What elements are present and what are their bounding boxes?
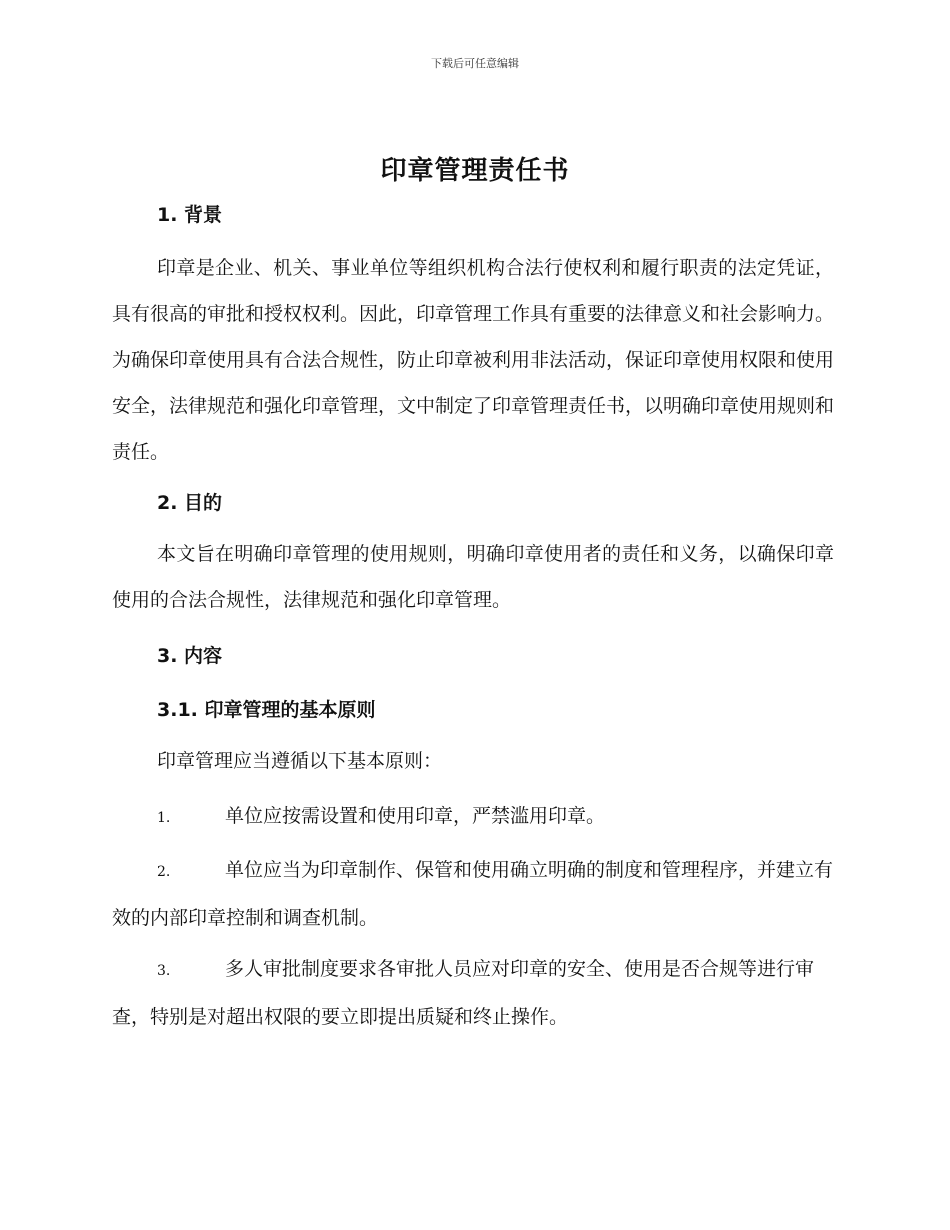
principles-intro: 印章管理应当遵循以下基本原则： — [157, 750, 443, 772]
page-header: 下载后可任意编辑 — [431, 57, 519, 70]
section-heading-content: 3. 内容 — [157, 645, 223, 667]
list-item-number: 2. — [157, 864, 171, 880]
background-paragraph: 印章是企业、机关、事业单位等组织机构合法行使权利和履行职责的法定凭证，具有很高的审批和授权权利。因此，印章管理工作具有重要的法律意义和社会影响力。为确保印章使用具有合法合规性，防止印章被利用非法活动，保证印章使用权限和使用安全，法律规范和强化印章管理，文中制定了印章管理责任书，以明确印章使用规则和责任。 — [112, 257, 835, 463]
list-item — [112, 946, 834, 1040]
list-item-text: 单位应按需设置和使用印章，严禁滥用印章。 — [225, 805, 606, 827]
section-heading-purpose: 2. 目的 — [157, 492, 223, 514]
list-item-text: 单位应当为印章制作、保管和使用确立明确的制度和管理程序，并建立有效的内部印章控制和调查机制。 — [112, 859, 834, 929]
section-heading-background: 1. 背景 — [157, 204, 223, 226]
list-item — [112, 847, 834, 941]
subsection-heading-principles: 3.1. 印章管理的基本原则 — [157, 699, 376, 721]
list-item-text: 多人审批制度要求各审批人员应对印章的安全、使用是否合规等进行审查，特别是对超出权限的要立即提出质疑和终止操作。 — [112, 958, 815, 1028]
purpose-paragraph: 本文旨在明确印章管理的使用规则，明确印章使用者的责任和义务，以确保印章使用的合法合规性，法律规范和强化印章管理。 — [112, 543, 834, 611]
list-item-number: 1. — [157, 810, 171, 826]
list-item-number: 3. — [157, 963, 171, 979]
document-title: 印章管理责任书 — [380, 156, 570, 186]
list-item — [112, 793, 834, 841]
